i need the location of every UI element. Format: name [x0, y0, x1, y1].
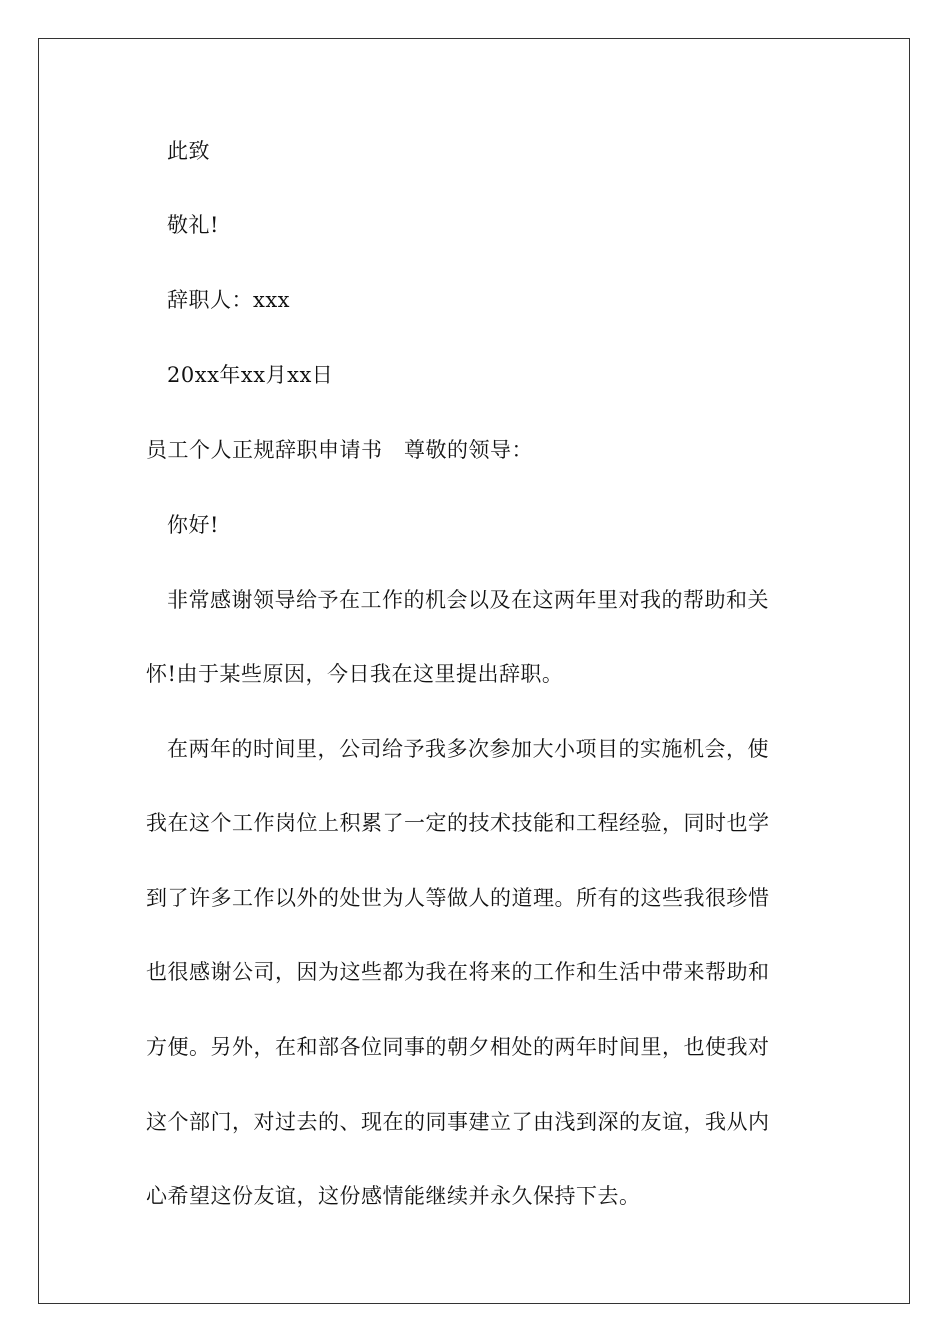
closing-regards: 敬礼! [167, 213, 219, 237]
paragraph2-line: 这个部门，对过去的、现在的同事建立了由浅到深的友谊，我从内 [146, 1110, 770, 1134]
date-line: 20xx年xx月xx日 [167, 363, 334, 387]
signer-line: 辞职人：xxx [167, 288, 291, 312]
paragraph2-line: 在两年的时间里，公司给予我多次参加大小项目的实施机会，使 [167, 737, 769, 761]
paragraph2-line: 也很感谢公司，因为这些都为我在将来的工作和生活中带来帮助和 [146, 960, 770, 984]
paragraph1-line: 非常感谢领导给予在工作的机会以及在这两年里对我的帮助和关 [167, 588, 769, 612]
paragraph2-line: 方便。另外，在和部各位同事的朝夕相处的两年时间里，也使我对 [146, 1035, 770, 1059]
closing-salutation: 此致 [167, 139, 210, 163]
letter-title-line: 员工个人正规辞职申请书 尊敬的领导： [146, 438, 533, 462]
paragraph2-line: 我在这个工作岗位上积累了一定的技术技能和工程经验，同时也学 [146, 811, 770, 835]
greeting-line: 你好! [167, 513, 219, 537]
paragraph2-line: 心希望这份友谊，这份感情能继续并永久保持下去。 [146, 1184, 641, 1208]
paragraph1-line: 怀!由于某些原因，今日我在这里提出辞职。 [146, 662, 564, 686]
paragraph2-line: 到了许多工作以外的处世为人等做人的道理。所有的这些我很珍惜 [146, 886, 770, 910]
